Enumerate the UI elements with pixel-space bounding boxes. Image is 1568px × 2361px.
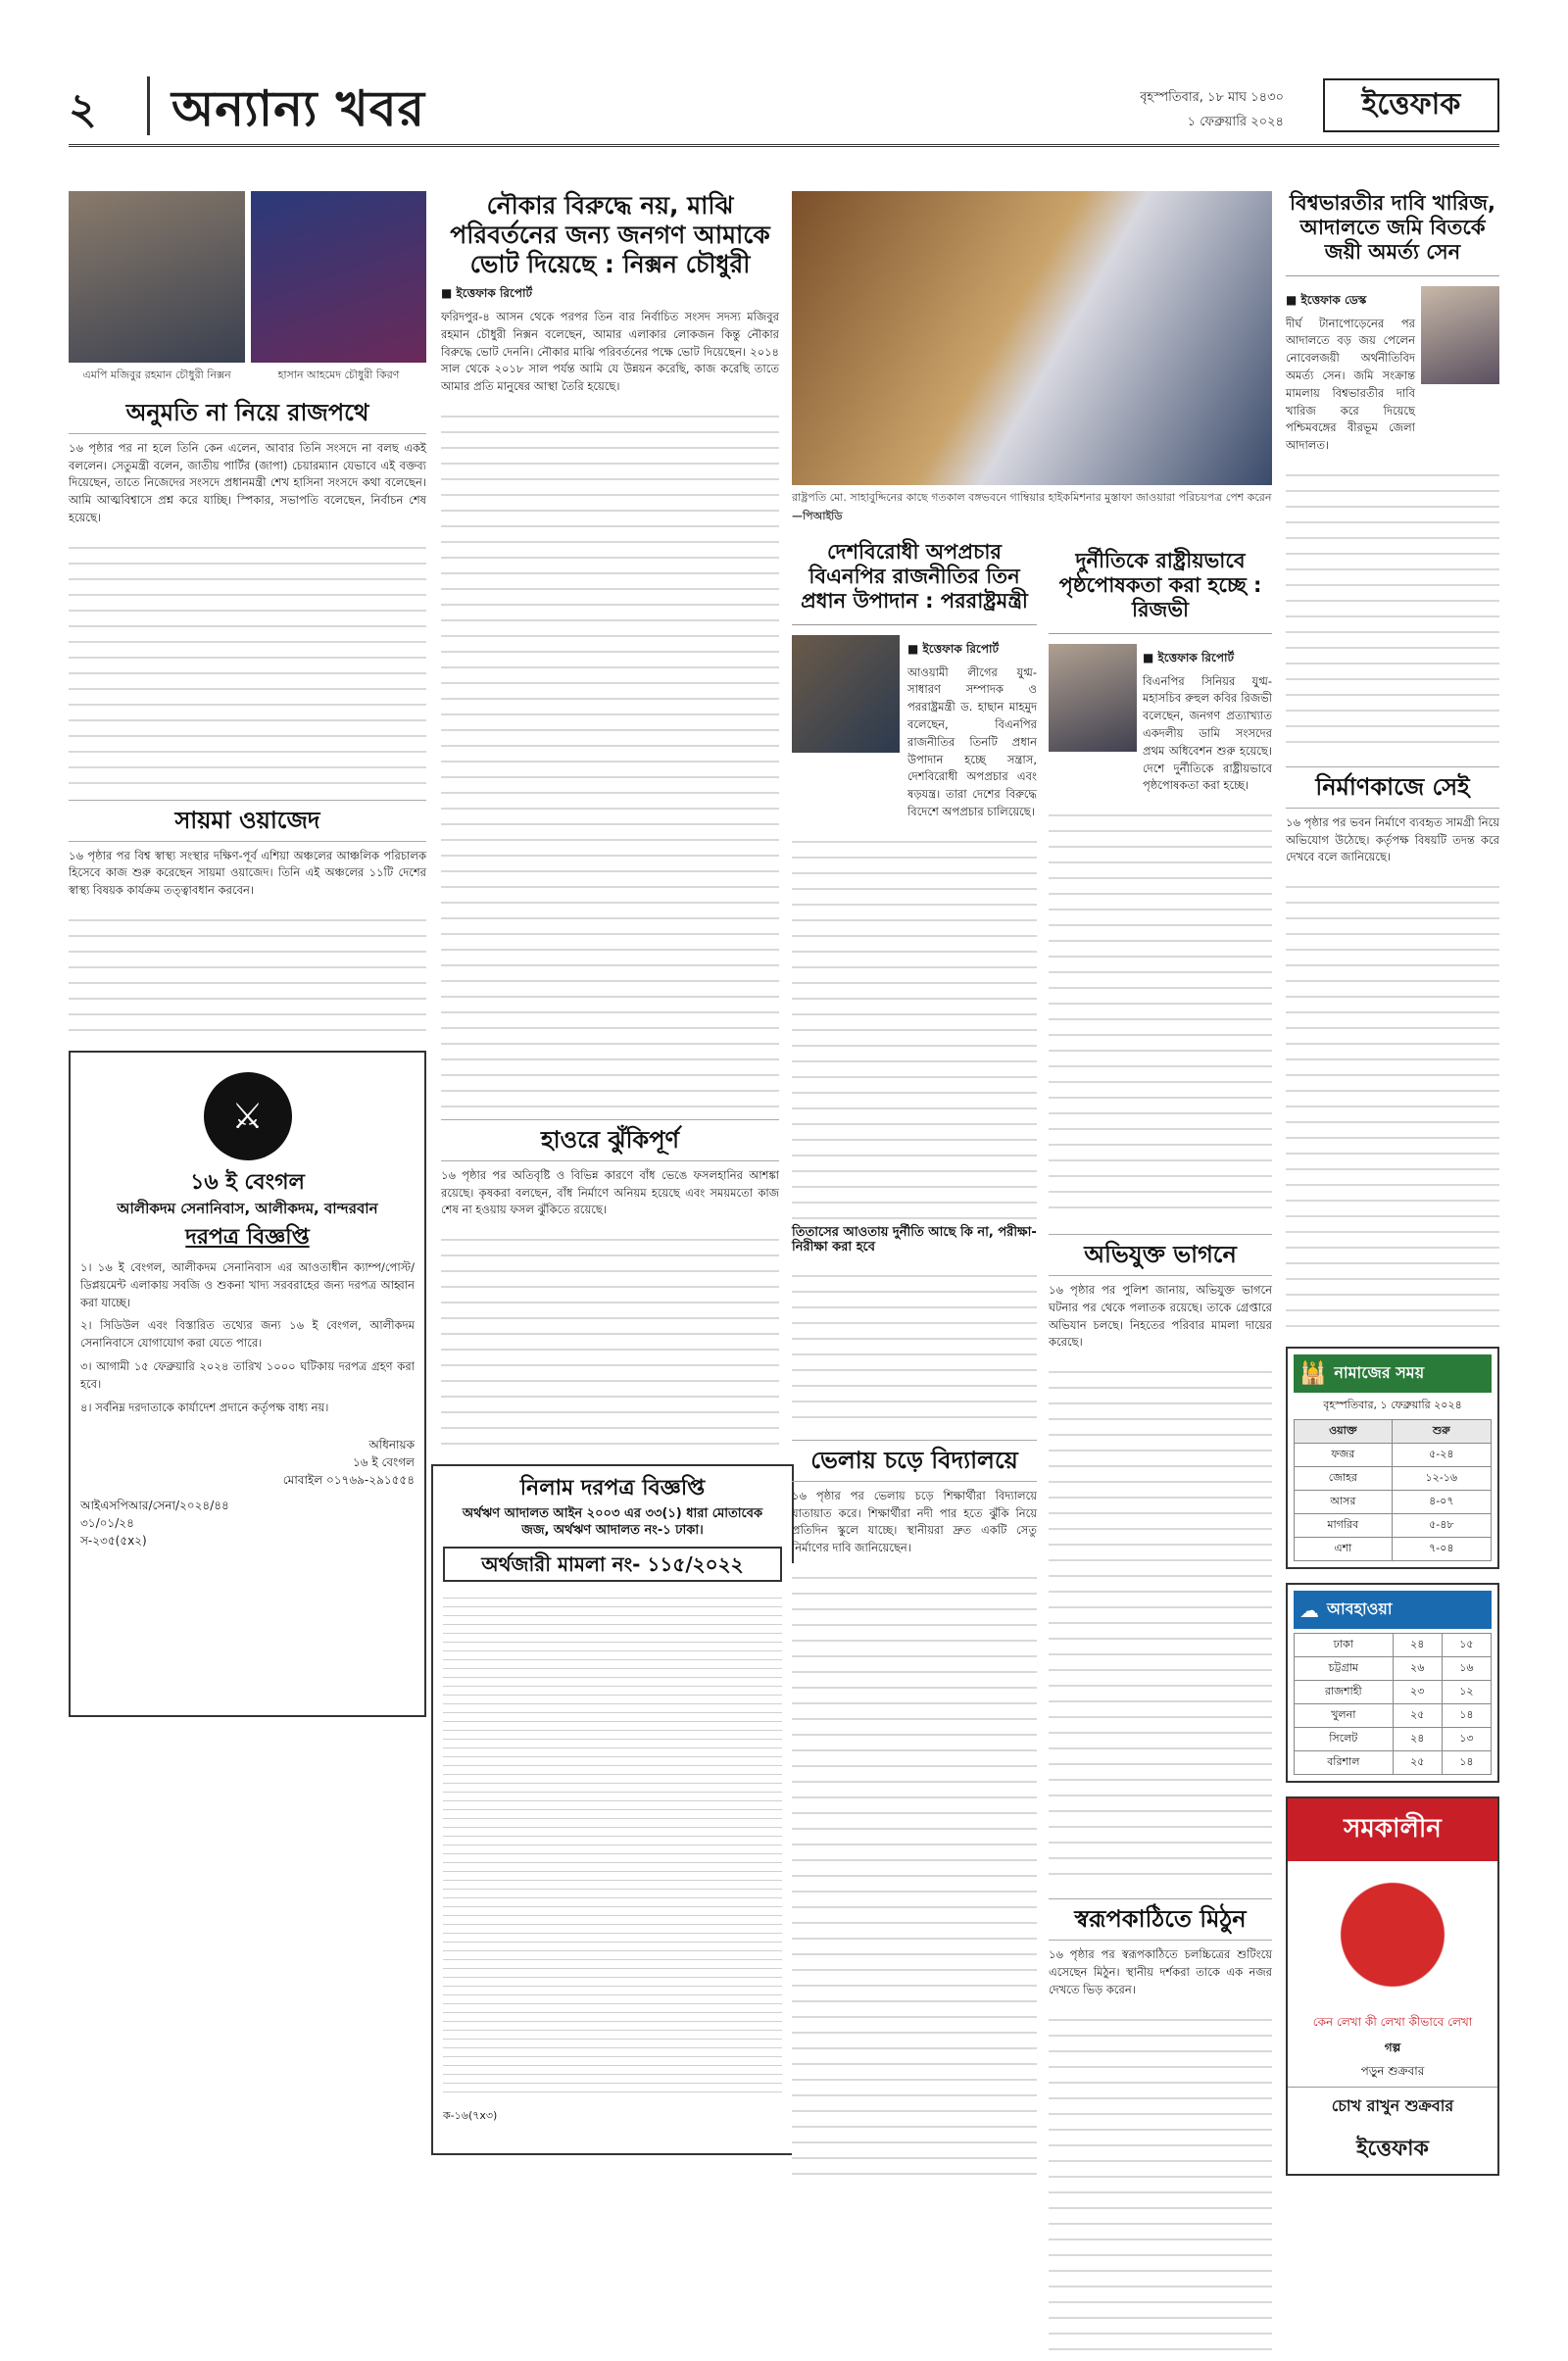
headline-rajpothe: অনুমতি না নিয়ে রাজপথে	[69, 399, 426, 434]
photo-amartya	[1421, 286, 1499, 384]
prayer-title: নামাজের সময়	[1334, 1363, 1425, 1383]
column-1	[69, 191, 426, 1717]
army-emblem-icon: ⚔	[204, 1072, 292, 1160]
weather-title: আবহাওয়া	[1327, 1599, 1393, 1619]
headline-nirman: নির্মাণকাজে সেই	[1286, 766, 1499, 809]
table-row: চট্টগ্রাম ২৬ ১৬	[1295, 1657, 1492, 1681]
tender-signature	[80, 1436, 415, 1489]
column-5	[1286, 191, 1499, 2176]
article-bhela-continued	[792, 1563, 1037, 2181]
byline-amartya: ■ ইত্তেফাক ডেস্ক	[1286, 292, 1367, 307]
article-amartya: দীর্ঘ টানাপোড়েনের পর আদালতে বড় জয় পেলেন নোবেলজয়ী অর্থনীতিবিদ অমর্ত্য সেন। জমি সংক্রান্ত মামলায় বিশ্বভারতীর দাবি খারিজ করে দিয়েছে পশ্চিমবঙ্গের বীরভূম জেলা আদালত।	[1286, 316, 1415, 453]
promo-line-2: গল্প	[1384, 2041, 1401, 2055]
photo-rizvi	[1049, 644, 1137, 752]
tender-phone: মোবাইল ০১৭৬৯-২৯১৫৫৪	[282, 1473, 415, 1488]
article-bhela: ১৬ পৃষ্ঠার পর ভেলায় চড়ে শিক্ষার্থীরা বিদ্যালয়ে যাতায়াত করে। শিক্ষার্থীরা নদী পার হতে ঝুঁকি নিয়ে প্রতিদিন স্কুলে যাচ্ছে। স্থানীয়রা দ্রুত একটি সেতু নির্মাণের দাবি জানিয়েছেন।	[792, 1488, 1037, 1555]
subhead-titas: তিতাসের আওতায় দুর্নীতি আছে কি না, পরীক্ষা-নিরীক্ষা করা হবে	[792, 1224, 1037, 1255]
article-mithun-continued	[1049, 2005, 1272, 2361]
promo-line-3: পড়ুন শুক্রবার	[1360, 2064, 1425, 2079]
article-hasan-block	[792, 540, 1037, 2181]
headline-bhagne: অভিযুক্ত ভাগনে	[1049, 1234, 1272, 1276]
auction-case: অর্থজারী মামলা নং- ১১৫/২০২২	[443, 1547, 782, 1582]
promo-line-1: কেন লেখা কী লেখা কীভাবে লেখা	[1312, 2015, 1473, 2030]
article-titas	[792, 1261, 1037, 1428]
masthead-divider	[147, 76, 150, 135]
tender-unit: ১৬ ই বেংগল	[190, 1170, 305, 1196]
column-2	[441, 191, 779, 2155]
headline-hasan: দেশবিরোধী অপপ্রচার বিএনপির রাজনীতির তিন প্রধান উপাদান : পররাষ্ট্রমন্ত্রী	[801, 540, 1028, 614]
table-row: আসর ৪-০৭	[1295, 1491, 1492, 1514]
weather-header	[1294, 1591, 1492, 1629]
article-nixon-continued	[441, 402, 779, 1107]
masthead	[69, 59, 1499, 147]
table-row: ফজর ৫-২৪	[1295, 1444, 1492, 1467]
column-4	[1049, 549, 1272, 2361]
date-gregorian: ১ ফেব্রুয়ারি ২০২৪	[1187, 115, 1284, 129]
prayer-times-box	[1286, 1347, 1499, 1569]
byline-rizvi: ■ ইত্তেফাক রিপোর্ট	[1143, 650, 1235, 664]
headline-nixon: নৌকার বিরুদ্ধে নয়, মাঝি পরিবর্তনের জন্য জনগণ আমাকে ভোট দিয়েছে : নিক্সন চৌধুরী	[450, 191, 770, 278]
article-amartya-continued	[1286, 461, 1499, 755]
date-bengali: বৃহস্পতিবার, ১৮ মাঘ ১৪৩০	[1140, 90, 1284, 105]
table-row: বরিশাল ২৫ ১৪	[1295, 1751, 1492, 1775]
divider	[1049, 633, 1272, 634]
tender-ref-no: আইএসপিআর/সেনা/২০২৪/৪৪	[80, 1499, 229, 1513]
table-row: ঢাকা ২৪ ১৫	[1295, 1634, 1492, 1657]
article-hasan-continued	[792, 827, 1037, 1219]
promo-brand: সমকালীন	[1288, 1798, 1497, 1861]
tender-sign: অধিনায়ক	[368, 1438, 415, 1452]
photo-credentials	[792, 191, 1272, 485]
tender-item-1: ১। ১৬ ই বেংগল, আলীকদম সেনানিবাস এর আওতাধীন ক্যাম্প/পোস্ট/ ডিপ্লয়মেন্ট এলাকায় সবজি ও শুকনা খাদ্য সরবরাহের জন্য দরপত্র আহ্বান করা যাচ্ছে।	[80, 1259, 415, 1309]
article-rajpothe: ১৬ পৃষ্ঠার পর না হলে তিনি কেন এলেন, আবার তিনি সংসদে না বলছ একই বললেন। সেতুমন্ত্রী বলেন, জাতীয় পার্টির (জাপা) চেয়ারম্যান যেভাবে এই বক্তব্য দিয়েছেন, তাতে নিজেদের সংসদে প্রধানমন্ত্রী শেখ হাসিনা সংসদে কথা বলেছেন। আমি আত্মবিশ্বাসে প্রশ্ন করে যাচ্ছি। স্পিকার, সভাপতি বলেছেন, নির্বাচন শেষ হয়েছে।	[69, 440, 426, 525]
auction-title: নিলাম দরপত্র বিজ্ঞপ্তি	[519, 1476, 706, 1501]
photo-nixon	[69, 191, 245, 363]
auction-subtitle-2: জজ, অর্থঋণ আদালত নং-১ ঢাকা।	[521, 1523, 704, 1539]
article-nixon: ফরিদপুর-৪ আসন থেকে পরপর তিন বার নির্বাচিত সংসদ সদস্য মজিবুর রহমান চৌধুরী নিক্সন বলেছেন, আমার এলাকার লোকজন কিন্তু নৌকার বিরুদ্ধে ভোট দেননি। নৌকার মাঝি পরিবর্তনের পক্ষে ভোট দিয়েছেন। ২০১৪ সাল থেকে ২০১৮ সাল পর্যন্ত আমি যে উন্নয়ন করেছি, কাজ করেছি তাতে আমার প্রতি মানুষের আস্থা তৈরি হয়েছে।	[441, 310, 779, 394]
cloud-icon: ☁	[1299, 1598, 1319, 1622]
article-nirman: ১৬ পৃষ্ঠার পর ভবন নির্মাণে ব্যবহৃত সামগ্রী নিয়ে অভিযোগ উঠেছে। কর্তৃপক্ষ বিষয়টি তদন্ত করে দেখবে বলে জানিয়েছে।	[1286, 814, 1499, 864]
tender-sign-unit: ১৬ ই বেংগল	[353, 1455, 415, 1470]
photo-pair	[69, 191, 426, 385]
table-row: মাগরিব ৫-৪৮	[1295, 1514, 1492, 1538]
headline-saima: সায়মা ওয়াজেদ	[69, 800, 426, 842]
divider	[792, 624, 1037, 625]
article-haor-continued	[441, 1225, 779, 1451]
article-nirman-continued	[1286, 872, 1499, 1333]
weather-box	[1286, 1583, 1499, 1783]
photo-credit: —পিআইডি	[792, 510, 843, 522]
article-rizvi: বিএনপির সিনিয়র যুগ্ম-মহাসচিব রুহুল কবির রিজভী বলেছেন, জনগণ প্রত্যাখ্যাত একদলীয় ডামি সংসদের প্রথম অধিবেশন শুরু হয়েছে। দেশে দুর্নীতিকে রাষ্ট্রীয়ভাবে পৃষ্ঠপোষকতা করা হচ্ছে।	[1143, 673, 1272, 793]
tender-item-4: ৪। সর্বনিম্ন দরদাতাকে কার্যাদেশ প্রদানে কর্তৃপক্ষ বাধ্য নয়।	[80, 1400, 329, 1414]
article-bhagne: ১৬ পৃষ্ঠার পর পুলিশ জানায়, অভিযুক্ত ভাগনে ঘটনার পর থেকে পলাতক রয়েছে। তাকে গ্রেপ্তারে অভিযান চলছে। নিহতের পরিবার মামলা দায়ের করেছে।	[1049, 1283, 1272, 1350]
promo-footer: চোখ রাখুন শুক্রবার	[1288, 2087, 1497, 2126]
byline-hasan: ■ ইত্তেফাক রিপোর্ট	[907, 641, 1000, 656]
table-row: রাজশাহী ২৩ ১২	[1295, 1681, 1492, 1704]
caption-credentials	[792, 489, 1272, 526]
auction-subtitle-1: অর্থঋণ আদালত আইন ২০০৩ এর ৩৩(১) ধারা মোতাবেক	[462, 1505, 763, 1521]
tender-date: ৩১/০১/২৪	[80, 1516, 134, 1531]
byline-nixon: ■ ইত্তেফাক রিপোর্ট	[441, 286, 533, 300]
promo-image	[1288, 1861, 1497, 2008]
table-row: জোহর ১২-১৬	[1295, 1467, 1492, 1491]
tender-title: দরপত্র বিজ্ঞপ্তি	[185, 1225, 310, 1251]
table-row: সিলেট ২৪ ১৩	[1295, 1728, 1492, 1751]
article-saima-continued	[69, 906, 426, 1033]
headline-mithun: স্বরূপকাঠিতে মিঠুন	[1049, 1898, 1272, 1941]
headline-rizvi: দুর্নীতিকে রাষ্ট্রীয়ভাবে পৃষ্ঠপোষকতা করা হচ্ছে : রিজভী	[1058, 549, 1262, 622]
section-title: অন্যান্য খবর	[172, 80, 426, 137]
article-rajpothe-continued	[69, 533, 426, 788]
page-number: ২	[69, 84, 97, 134]
photo-hasan	[792, 635, 900, 753]
article-saima: ১৬ পৃষ্ঠার পর বিশ্ব স্বাস্থ্য সংস্থার দক্ষিণ-পূর্ব এশিয়া অঞ্চলের আঞ্চলিক পরিচালক হিসেবে কাজ শুরু করেছেন সায়মা ওয়াজেদ। তিনি এই অঞ্চলের ১১টি দেশের স্বাস্থ্য বিষয়ক কার্যক্রম তত্ত্বাবধান করবেন।	[69, 848, 426, 898]
caption-kiron: হাসান আহমেদ চৌধুরী কিরণ	[277, 369, 400, 381]
article-rizvi-continued	[1049, 801, 1272, 1222]
article-bhagne-continued	[1049, 1357, 1272, 1887]
tender-item-3: ৩। আগামী ১৫ ফেব্রুয়ারি ২০২৪ তারিখ ১০০০ ঘটিকায় দরপত্র গ্রহণ করা হবে।	[80, 1358, 415, 1391]
promo-box	[1286, 1796, 1499, 2176]
tender-place: আলীকদম সেনানিবাস, আলীকদম, বান্দরবান	[117, 1200, 378, 1218]
article-mithun: ১৬ পৃষ্ঠার পর স্বরূপকাঠিতে চলচ্চিত্রের শুটিংয়ে এসেছেন মিঠুন। স্থানীয় দর্শকরা তাকে এক নজর দেখতে ভিড় করেন।	[1049, 1947, 1272, 1996]
prayer-col-name: ওয়াক্ত	[1295, 1420, 1393, 1444]
tender-notice	[69, 1051, 426, 1717]
prayer-col-time: শুরু	[1392, 1420, 1491, 1444]
tender-ref	[80, 1497, 415, 1549]
newspaper-logo: ইত্তেফাক	[1323, 78, 1499, 132]
auction-notice	[431, 1464, 794, 2155]
table-row: খুলনা ২৫ ১৪	[1295, 1704, 1492, 1728]
auction-code: ক-১৬(৭x৩)	[443, 2108, 498, 2122]
tender-item-2: ২। সিডিউল এবং বিস্তারিত তথ্যের জন্য ১৬ ই বেংগল, আলীকদম সেনানিবাসে যোগাযোগ করা যেতে পারে।	[80, 1318, 415, 1351]
headline-bhela: ভেলায় চড়ে বিদ্যালয়ে	[792, 1440, 1037, 1482]
mosque-icon: 🕌	[1299, 1361, 1327, 1387]
divider	[1286, 275, 1499, 276]
prayer-date: বৃহস্পতিবার, ১ ফেব্রুয়ারি ২০২৪	[1323, 1399, 1462, 1412]
tender-code: স-২৩৫(৫x২)	[80, 1534, 147, 1549]
headline-amartya: বিশ্বভারতীর দাবি খারিজ, আদালতে জমি বিতর্কে জয়ী অমর্ত্য সেন	[1290, 191, 1495, 265]
headline-haor: হাওরে ঝুঁকিপূর্ণ	[441, 1119, 779, 1161]
table-row: এশা ৭-০৪	[1295, 1538, 1492, 1561]
prayer-header	[1294, 1354, 1492, 1393]
prayer-table	[1294, 1419, 1492, 1561]
photo-kiron	[251, 191, 426, 363]
article-hasan: আওয়ামী লীগের যুগ্ম-সাধারণ সম্পাদক ও পররাষ্ট্রমন্ত্রী ড. হাছান মাহমুদ বলেছেন, বিএনপির রাজনীতির তিনটি প্রধান উপাদান হচ্ছে সন্ত্রাস, দেশবিরোধী অপপ্রচার এবং ষড়যন্ত্র। তারা দেশের বিরুদ্ধে বিদেশে অপপ্রচার চালিয়েছে।	[907, 664, 1037, 819]
promo-logo: ইত্তেফাক	[1356, 2136, 1429, 2162]
caption-credentials-text: রাষ্ট্রপতি মো. সাহাবুদ্দিনের কাছে গতকাল বঙ্গভবনে গাম্বিয়ার হাইকমিশনার মুস্তাফা জাওয়ারা পরিচয়পত্র পেশ করেন	[792, 491, 1272, 504]
weather-table	[1294, 1633, 1492, 1775]
article-haor: ১৬ পৃষ্ঠার পর অতিবৃষ্টি ও বিভিন্ন কারণে বাঁধ ভেঙে ফসলহানির আশঙ্কা রয়েছে। কৃষকরা বলছেন, বাঁধ নির্মাণে অনিয়ম হয়েছে এবং সময়মতো কাজ শেষ না হওয়ায় ফসল ঝুঁকিতে রয়েছে।	[441, 1167, 779, 1217]
caption-nixon: এমপি মজিবুর রহমান চৌধুরী নিক্সন	[82, 369, 231, 381]
auction-details	[443, 1590, 782, 2099]
